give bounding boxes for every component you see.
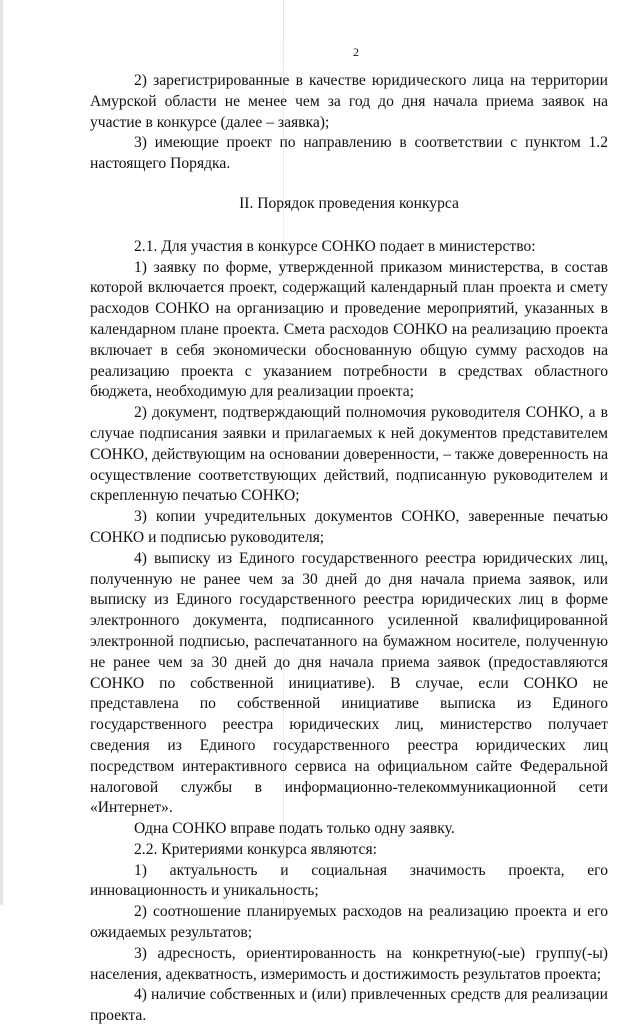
document-body (90, 71, 608, 1027)
paragraph: 2.2. Критериями конкурса являются: (134, 840, 377, 858)
paragraph: 3) адресность, ориентированность на конкретную(-ые) группу(-ы) населения, адекватность, измеримость и достижимость результатов проекта; (90, 944, 608, 983)
paragraph: 1) актуальность и социальная значимость проекта, его инновационность и уникальность; (90, 861, 608, 900)
paragraph: 1) заявку по форме, утвержденной приказом министерства, в состав которой включается проект, содержащий календарный план проекта и смету расходов СОНКО на организацию и проведение мероприятий, указанных в календарном плане проекта. Смета расходов СОНКО на реализацию проекта включает в себя экономически обоснованную общую сумму расходов на реализацию проекта с указанием потребности в средствах областного бюджета, необходимую для реализации проекта; (90, 258, 608, 401)
paragraph: 4) наличие собственных и (или) привлеченных средств для реализации проекта. (90, 986, 608, 1025)
paragraph: 2.1. Для участия в конкурсе СОНКО подает в министерство: (134, 237, 536, 255)
paragraph: 4) выписку из Единого государственного реестра юридических лиц, полученную не ранее чем за 30 дней до дня начала приема заявок, или выписку из Единого государственного реестра юридических лиц в форме электронного документа, подписанного усиленной квалифицированной электронной подписью, распечатанного на бумажном носителе, полученную не ранее чем за 30 дней до дня начала приема заявок (предоставляются СОНКО по собственной инициативе). В случае, если СОНКО не представлена по собственной инициативе выписка из Единого государственного реестра юридических лиц, министерство получает сведения из Единого государственного реестра юридических лиц посредством интерактивного сервиса на официальном сайте Федеральной налоговой службы в информационно-телекоммуникационной сети «Интернет». (90, 549, 608, 817)
paragraph: 3) имеющие проект по направлению в соответствии с пунктом 1.2 настоящего Порядка. (90, 134, 608, 173)
paragraph: Одна СОНКО вправе подать только одну заявку. (134, 820, 455, 838)
paragraph: 3) копии учредительных документов СОНКО, заверенные печатью СОНКО и подписью руководителя; (90, 508, 608, 546)
paragraph: 2) документ, подтверждающий полномочия руководителя СОНКО, а в случае подписания заявки и прилагаемых к ней документов представителем СОНКО, действующим на основании доверенности, – также доверенность на осуществление соответствующих действий, подписанную руководителем и скрепленную печатью СОНКО; (90, 404, 608, 505)
section-title: II. Порядок проведения конкурса (239, 194, 459, 212)
scan-edge (0, 0, 3, 905)
page-number: 2 (353, 45, 359, 59)
paragraph: 2) соотношение планируемых расходов на реализацию проекта и его ожидаемых результатов; (90, 903, 608, 942)
paragraph: 2) зарегистрированные в качестве юридического лица на территории Амурской области не менее чем за год до дня начала приема заявок на участие в конкурсе (далее – заявка); (90, 72, 608, 131)
